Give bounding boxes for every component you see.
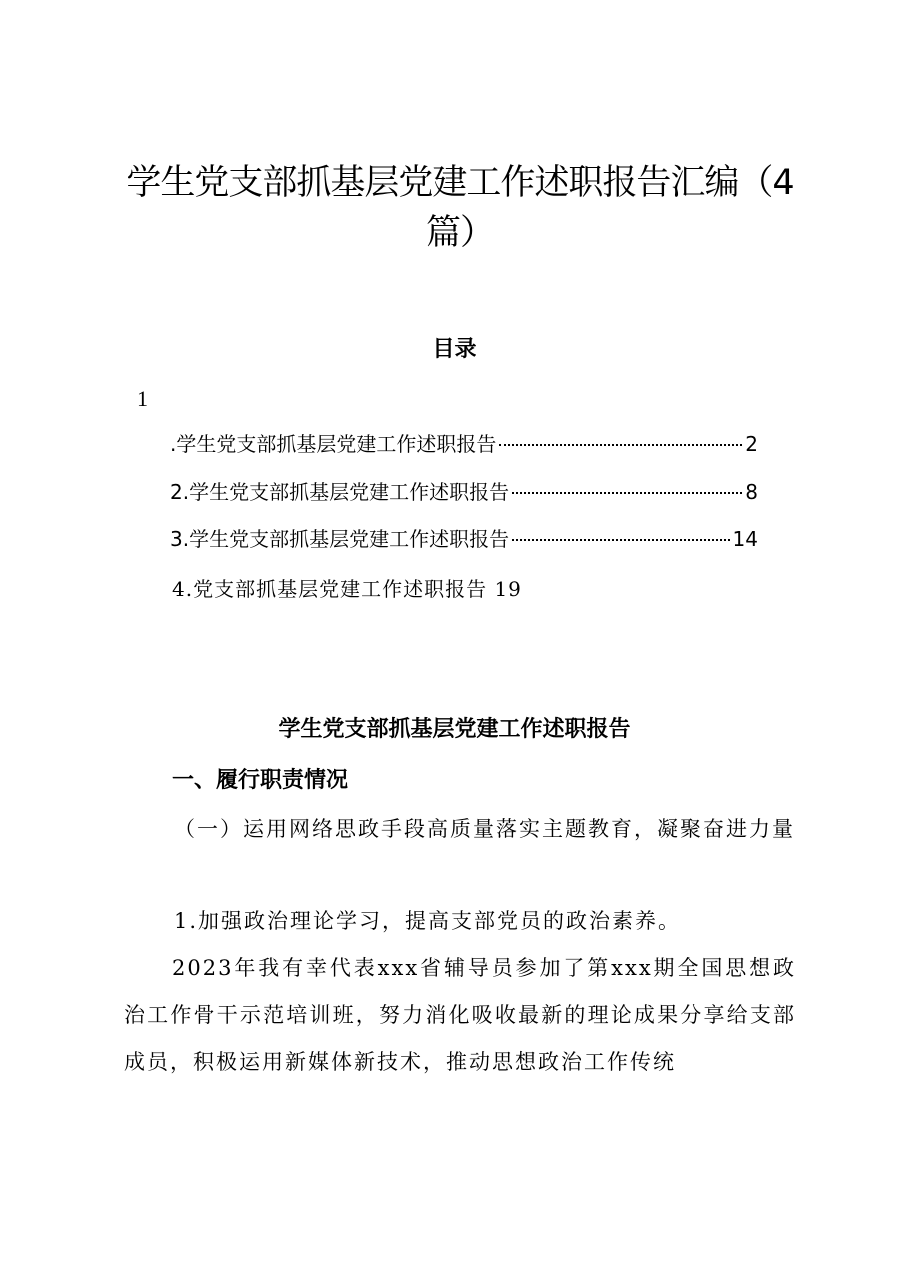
toc-entry-label: 2.学生党支部抓基层党建工作述职报告 (170, 480, 510, 504)
toc-dot-leader (512, 492, 742, 494)
toc-entry-label: 4.党支部抓基层党建工作述职报告 19 (172, 577, 522, 601)
toc-entry[interactable] (170, 428, 758, 460)
toc-first-number: 1 (137, 386, 148, 411)
toc-dot-leader (499, 444, 742, 446)
toc-entry-page: 2 (745, 432, 758, 456)
toc-entry-label: .学生党支部抓基层党建工作述职报告 (170, 432, 497, 456)
toc-entry[interactable] (170, 476, 758, 508)
toc-entry-label: 3.学生党支部抓基层党建工作述职报告 (170, 527, 510, 551)
toc-entry[interactable] (172, 573, 522, 605)
toc-heading: 目录 (432, 336, 477, 362)
section-heading: 一、履行职责情况 (172, 768, 349, 793)
toc-dot-leader (512, 539, 729, 541)
section-title: 学生党支部抓基层党建工作述职报告 (278, 716, 631, 742)
document-title: 学生党支部抓基层党建工作述职报告汇编（4篇） (126, 163, 794, 253)
toc-entry-page: 14 (732, 527, 758, 551)
body-paragraph: 1.加强政治理论学习，提高支部党员的政治素养。 (174, 909, 682, 933)
toc-entry[interactable] (170, 523, 758, 555)
body-paragraph: （一）运用网络思政手段高质量落实主题教育，凝聚奋进力量 (174, 817, 795, 841)
toc-entry-page: 8 (745, 480, 758, 504)
body-paragraph: 2023年我有幸代表xxx省辅导员参加了第xxx期全国思想政治工作骨干示范培训班，努力消化吸收最新的理论成果分享给支部成员，积极运用新媒体新技术，推动思想政治工作传统 (124, 956, 796, 1074)
